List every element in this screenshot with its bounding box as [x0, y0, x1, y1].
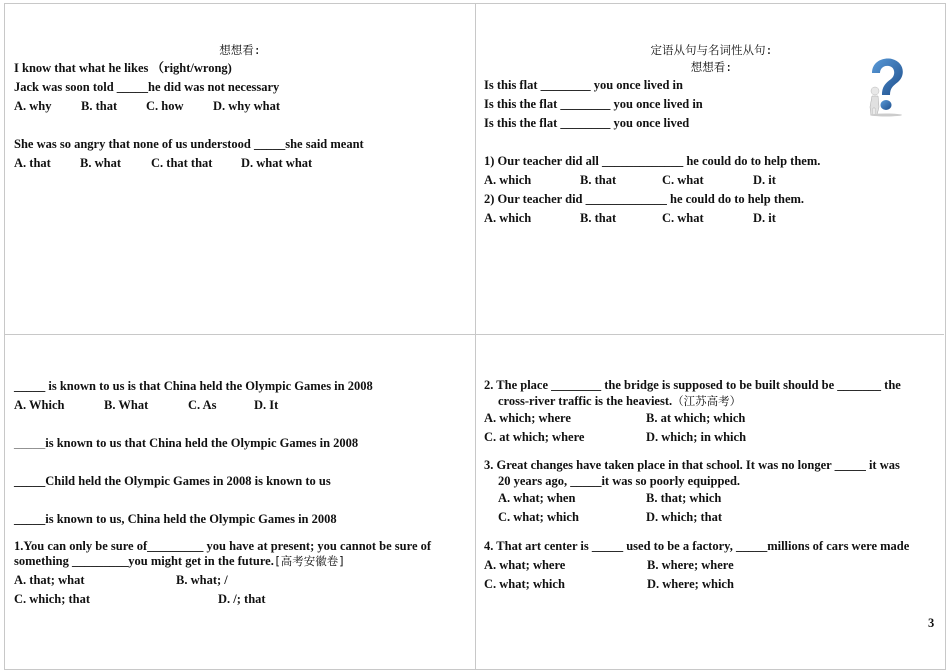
panel2-line: Is this the flat ________ you once lived in [484, 97, 703, 111]
panel3-s1-options [14, 396, 466, 415]
option: A. Which [14, 398, 65, 412]
option: A. what; when [498, 491, 576, 505]
panel1-q2-options [14, 97, 466, 116]
panel2-q1: 1) Our teacher did all _____________ he could do to help them. [484, 154, 821, 168]
panel1-q1: I know that what he likes （right/wrong) [14, 61, 232, 75]
option: A. that [14, 156, 51, 170]
option: B. what [80, 156, 121, 170]
panel4-q4: 4. That art center is _____ used to be a factory, _____millions of cars were made [484, 539, 910, 553]
panel4-q2-options-row2 [484, 428, 939, 447]
option: C. that that [151, 156, 213, 170]
option: D. it [753, 211, 776, 225]
panel3-s2 [14, 434, 466, 453]
panel2-q1-options [484, 171, 939, 190]
option: A. which; where [484, 411, 571, 425]
panel3-s1: _____ is known to us is that China held the Olympic Games in 2008 [14, 379, 373, 393]
option: C. which; that [14, 592, 91, 606]
option: C. what; which [498, 510, 579, 524]
panel4-q3-line1: 3. Great changes have taken place in that school. It was no longer _____ it was [484, 458, 900, 472]
panel4-q2-line1: 2. The place ________ the bridge is supposed to be built should be _______ the [484, 378, 901, 392]
page-number: 3 [928, 616, 935, 630]
option: A. which [484, 173, 532, 187]
panel4-q2-source: （江苏高考） [672, 394, 742, 408]
panel4-q4-options-row2 [484, 575, 939, 594]
panel4-q3-options-row2 [484, 508, 939, 527]
option: C. what [662, 211, 704, 225]
panel1-q3: She was so angry that none of us understood _____she said meant [14, 137, 364, 151]
option: B. that; which [646, 491, 722, 505]
question-mark-person-icon [862, 55, 912, 117]
horizontal-divider [4, 334, 944, 335]
panel3-q1 [14, 539, 466, 569]
panel3-q1-text: 1.You can only be sure of_________ you have at present; you cannot be sure of something _________you might get in the future. [14, 539, 432, 568]
panel-bottom-left [14, 377, 466, 609]
panel3-s4: _____is known to us, China held the Olympic Games in 2008 [14, 512, 337, 526]
option: D. why what [213, 99, 281, 113]
option: B. what; / [176, 573, 228, 587]
option: D. which; in which [646, 430, 747, 444]
vertical-divider [475, 3, 476, 670]
option: B. that [580, 173, 617, 187]
panel2-q2: 2) Our teacher did _____________ he could do to help them. [484, 192, 805, 206]
panel4-q2-options-row1 [484, 409, 939, 428]
option: D. it [753, 173, 776, 187]
option: B. where; where [647, 558, 734, 572]
panel2-line: Is this flat ________ you once lived in [484, 78, 683, 92]
option: A. which [484, 211, 532, 225]
option: A. what; where [484, 558, 566, 572]
panel2-subtitle: 想想看: [690, 60, 733, 74]
panel2-q2-options [484, 209, 939, 228]
option: C. As [188, 398, 217, 412]
option: D. /; that [218, 592, 266, 606]
panel4-q3-line2: 20 years ago, _____it was so poorly equipped. [498, 474, 741, 488]
option: D. where; which [647, 577, 734, 591]
option: D. which; that [646, 510, 723, 524]
option: A. why [14, 99, 52, 113]
panel2-line: Is this the flat ________ you once lived [484, 116, 690, 130]
panel4-q2-line2 [484, 393, 939, 409]
panel3-q1-options-row2 [14, 590, 466, 609]
option: B. at which; which [646, 411, 746, 425]
panel3-q1-source: [高考安徽卷] [273, 554, 346, 568]
option: D. what what [241, 156, 313, 170]
option: B. that [81, 99, 118, 113]
panel3-s3: _____Child held the Olympic Games in 2008 is known to us [14, 474, 331, 488]
panel4-q4-options-row1 [484, 556, 939, 575]
panel4-q3-options-row1 [484, 489, 939, 508]
option: B. that [580, 211, 617, 225]
panel1-q3-options [14, 154, 466, 173]
panel-bottom-right [484, 377, 939, 594]
panel3-q1-options-row1 [14, 571, 466, 590]
panel4-q2-text: cross-river traffic is the heaviest. [498, 394, 673, 408]
option: C. what; which [484, 577, 565, 591]
blank: _____ [14, 436, 46, 450]
panel2-title: 定语从句与名词性从句: [650, 43, 773, 57]
option: B. What [104, 398, 149, 412]
panel3-s2-text: is known to us that China held the Olympic Games in 2008 [45, 436, 359, 450]
option: D. It [254, 398, 279, 412]
panel1-title: 想想看: [219, 43, 261, 57]
option: C. at which; where [484, 430, 585, 444]
panel1-q2: Jack was soon told _____he did was not necessary [14, 80, 280, 94]
option: A. that; what [14, 573, 85, 587]
panel-top-left [14, 42, 466, 173]
option: C. what [662, 173, 704, 187]
option: C. how [146, 99, 184, 113]
